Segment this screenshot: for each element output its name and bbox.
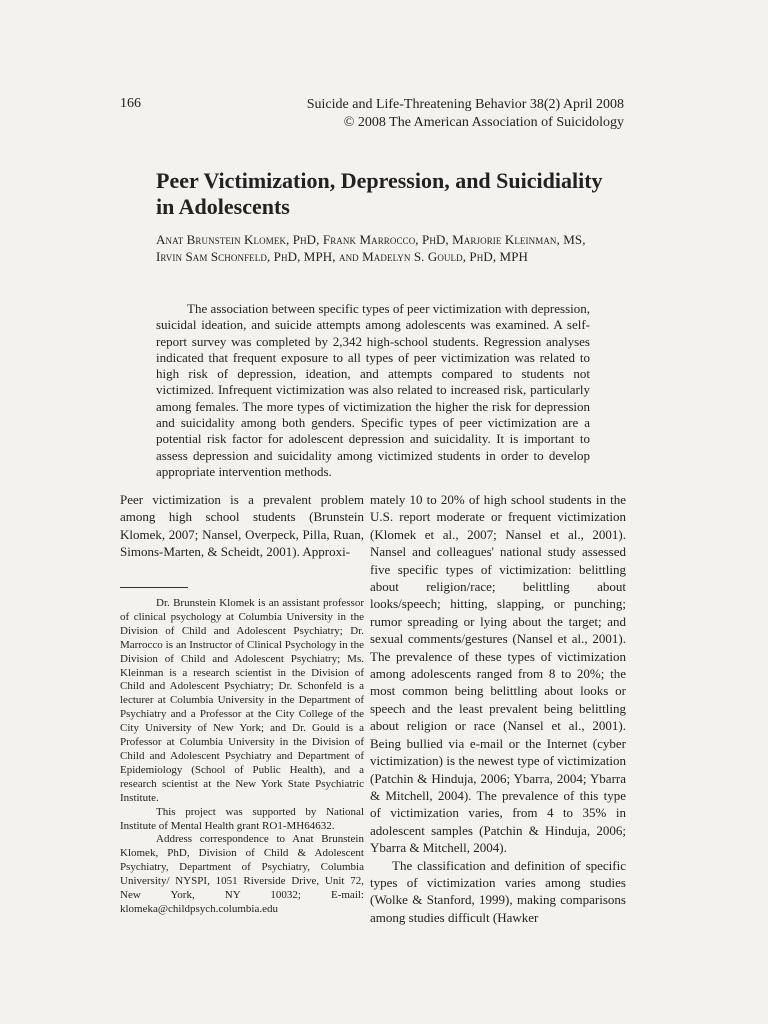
author-list bbox=[156, 231, 626, 265]
copyright-line: © 2008 The American Association of Suicidology bbox=[343, 115, 624, 130]
left-column bbox=[120, 491, 364, 561]
body-paragraph-2: The classification and definition of specific types of victimization varies among studies (Wolke & Stanford, 1999), making comparisons among studies difficult (Hawker bbox=[370, 857, 626, 925]
footnote-rule bbox=[120, 587, 188, 588]
journal-citation: Suicide and Life-Threatening Behavior 38(2) April 2008 bbox=[306, 97, 624, 112]
footnotes bbox=[120, 597, 364, 917]
right-column bbox=[370, 491, 626, 926]
title-line-2: in Adolescents bbox=[156, 194, 290, 219]
title-line-1: Peer Victimization, Depression, and Suicidiality bbox=[156, 168, 603, 193]
page-number: 166 bbox=[120, 96, 141, 111]
journal-header bbox=[307, 96, 624, 132]
footnote-correspondence: Address correspondence to Anat Brunstein Klomek, PhD, Division of Child & Adolescent Psychiatry, Department of Psychiatry, Columbia University/ NYSPI, 1051 Riverside Drive, Unit 72, New York, NY 10032; E-mail: klomeka@childpsych.columbia.edu bbox=[120, 833, 364, 915]
authors-line-2: Irvin Sam Schonfeld, PhD, MPH, and Madelyn S. Gould, PhD, MPH bbox=[156, 249, 529, 264]
abstract: The association between specific types of peer victimization with depression, suicidal ideation, and suicide attempts among adolescents was examined. A self-report survey was completed by 2,342 high-school students. Regression analyses indicated that frequent exposure to all types of peer victimization was related to high risk of depression, ideation, and attempts compared to students not victimized. Infrequent victimization was also related to increased risk, particularly among females. The more types of victimization the higher the risk for depression and suicidality among both genders. Specific types of peer victimization are a potential risk factor for adolescent depression and suicidality. It is important to assess depression and suicidality among victimized students in order to develop appropriate intervention methods. bbox=[156, 301, 590, 479]
footnote-support: This project was supported by National Institute of Mental Health grant RO1-MH64632. bbox=[120, 805, 364, 832]
authors-line-1: Anat Brunstein Klomek, PhD, Frank Marrocco, PhD, Marjorie Kleinman, MS, bbox=[156, 232, 586, 247]
body-paragraph-1: mately 10 to 20% of high school students in the U.S. report moderate or frequent victimization (Klomek et al., 2007; Nansel et al., 2001). Nansel and colleagues' national study assessed five specific types of victimization: belittling about religion/race; belittling about looks/speech; hitting, slapping, or punching; rumor spreading or lying about the target; and sexual comments/gestures (Nansel et al., 2001). The prevalence of these types of victimization among adolescents ranged from 8 to 20%; the most common being belittling about looks or speech and the least prevalent being belittling about religion or race (Nansel et al., 2001). Being bullied via e-mail or the Internet (cyber victimization) is the newest type of victimization (Patchin & Hinduja, 2006; Ybarra, 2004; Ybarra & Mitchell, 2004). The prevalence of this type of victimization varies, from 4 to 35% in adolescent samples (Patchin & Hinduja, 2006; Ybarra & Mitchell, 2004). bbox=[370, 492, 626, 856]
article-title bbox=[156, 168, 636, 220]
intro-paragraph: Peer victimization is a prevalent problem among high school students (Brunstein Klomek, 2007; Nansel, Overpeck, Pilla, Ruan, Simons-Marten, & Scheidt, 2001). Approxi- bbox=[120, 492, 364, 560]
footnote-affiliations: Dr. Brunstein Klomek is an assistant professor of clinical psychology at Columbia University in the Division of Child and Adolescent Psychiatry; Dr. Marrocco is an Instructor of Clinical Psychology in the Division of Child and Adolescent Psychiatry; Ms. Kleinman is a research scientist in the Division of Child and Adolescent Psychiatry; Dr. Schonfeld is a lecturer at Columbia University in the Department of Psychiatry and a Professor at the City College of the City University of New York; and Dr. Gould is a Professor at Columbia University in the Division of Child and Adolescent Psychiatry and Department of Epidemiology (School of Public Health), and a research scientist at the New York State Psychiatric Institute. bbox=[120, 597, 364, 804]
